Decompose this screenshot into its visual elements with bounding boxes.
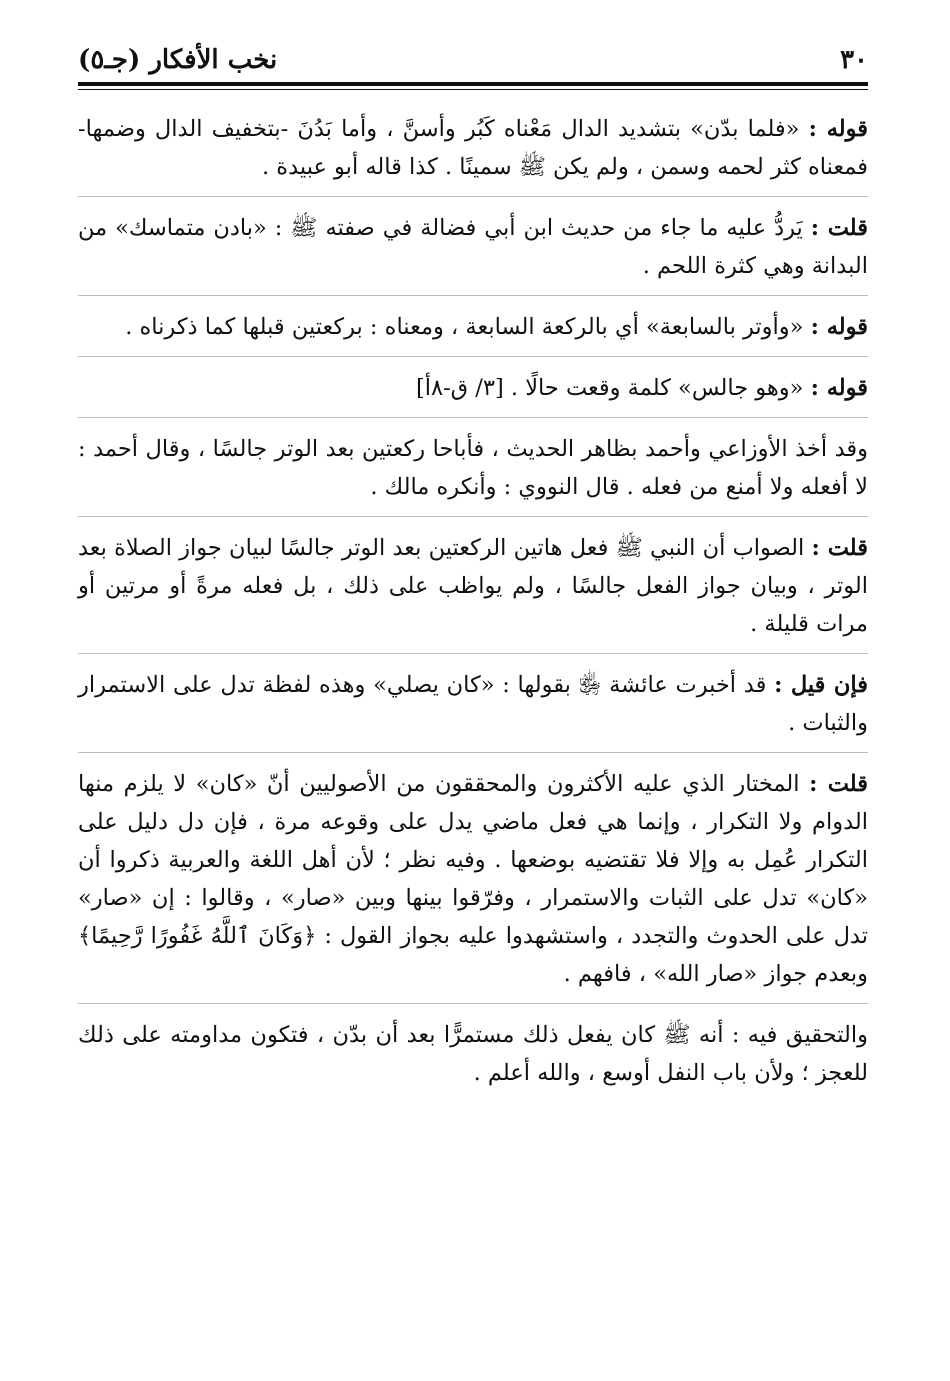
paragraph-divider	[78, 653, 868, 654]
paragraph-lead: قوله :	[810, 375, 868, 401]
paragraph-lead: قلت :	[809, 771, 869, 797]
paragraph-8	[78, 765, 868, 993]
paragraph-lead: قوله :	[808, 116, 869, 142]
header-rule-thick	[78, 82, 868, 86]
paragraph-text: «وهو جالس» كلمة وقعت حالًا . [٣/ ق-٨أ]	[415, 375, 804, 401]
page-number: ٣٠	[840, 45, 868, 75]
paragraph-text: والتحقيق فيه : أنه ﷺ كان يفعل ذلك مستمرًّا بعد أن بدّن ، فتكون مداومته على ذلك للعجز ؛ ولأن باب النفل أوسع ، والله أعلم .	[78, 1022, 868, 1086]
paragraph-2	[78, 209, 868, 285]
paragraph-3	[78, 308, 868, 346]
paragraph-text: قد أخبرت عائشة ﵂ بقولها : «كان يصلي» وهذه لفظة تدل على الاستمرار والثبات .	[78, 672, 868, 736]
header-rule-thin	[78, 89, 868, 90]
paragraph-text: المختار الذي عليه الأكثرون والمحققون من الأصوليين أنّ «كان» لا يلزم منها الدوام ولا التكرار ، وإنما هي فعل ماضي يدل على وقوعه مرة ، فإن دل دليل على التكرار عُمِل به وإلا فلا تقتضيه بوضعها . وفيه نظر ؛ لأن أهل اللغة والعربية ذكروا أن «كان» تدل على الثبات والاستمرار ، وفرّقوا بينها وبين «صار» ، وقالوا : إن «صار» تدل على الحدوث والتجدد ، واستشهدوا عليه بجواز القول : ﴿وَكَانَ ٱللَّهُ غَفُورًا رَّحِيمًا﴾ وبعدم جواز «صار الله» ، فافهم .	[78, 771, 868, 987]
paragraph-divider	[78, 356, 868, 357]
paragraph-lead: فإن قيل :	[774, 672, 868, 698]
book-title: نخب الأفكار (جـ٥)	[78, 45, 278, 75]
running-header	[78, 38, 868, 82]
paragraph-lead: قوله :	[810, 314, 868, 340]
paragraph-divider	[78, 295, 868, 296]
paragraph-9	[78, 1016, 868, 1092]
paragraph-lead: قلت :	[811, 535, 868, 561]
paragraph-text: «فلما بدّن» بتشديد الدال مَعْناه كَبُر وأسنَّ ، وأما بَدُنَ -بتخفيف الدال وضمها- فمعناه كثر لحمه وسمن ، ولم يكن ﷺ سمينًا . كذا قاله أبو عبيدة .	[78, 116, 868, 180]
paragraph-text: وقد أخذ الأوزاعي وأحمد بظاهر الحديث ، فأباحا ركعتين بعد الوتر جالسًا ، وقال أحمد : لا أفعله ولا أمنع من فعله . قال النووي : وأنكره مالك .	[78, 436, 868, 500]
body-text	[78, 110, 868, 1092]
page	[78, 38, 868, 1092]
paragraph-1	[78, 110, 868, 186]
paragraph-divider	[78, 196, 868, 197]
paragraph-divider	[78, 752, 868, 753]
paragraph-lead: قلت :	[810, 215, 868, 241]
paragraph-text: «وأوتر بالسابعة» أي بالركعة السابعة ، ومعناه : بركعتين قبلها كما ذكرناه .	[125, 314, 804, 340]
paragraph-5	[78, 430, 868, 506]
paragraph-4	[78, 369, 868, 407]
paragraph-text: يَردُّ عليه ما جاء من حديث ابن أبي فضالة في صفته ﷺ : «بادن متماسك» من البدانة وهي كثرة اللحم .	[78, 215, 868, 279]
paragraph-divider	[78, 1003, 868, 1004]
paragraph-divider	[78, 516, 868, 517]
paragraph-text: الصواب أن النبي ﷺ فعل هاتين الركعتين بعد الوتر جالسًا لبيان جواز الصلاة بعد الوتر ، وبيان جواز الفعل جالسًا ، ولم يواظب على ذلك ، بل فعله مرةً أو مرتين أو مرات قليلة .	[78, 535, 868, 637]
paragraph-6	[78, 529, 868, 643]
paragraph-7	[78, 666, 868, 742]
paragraph-divider	[78, 417, 868, 418]
